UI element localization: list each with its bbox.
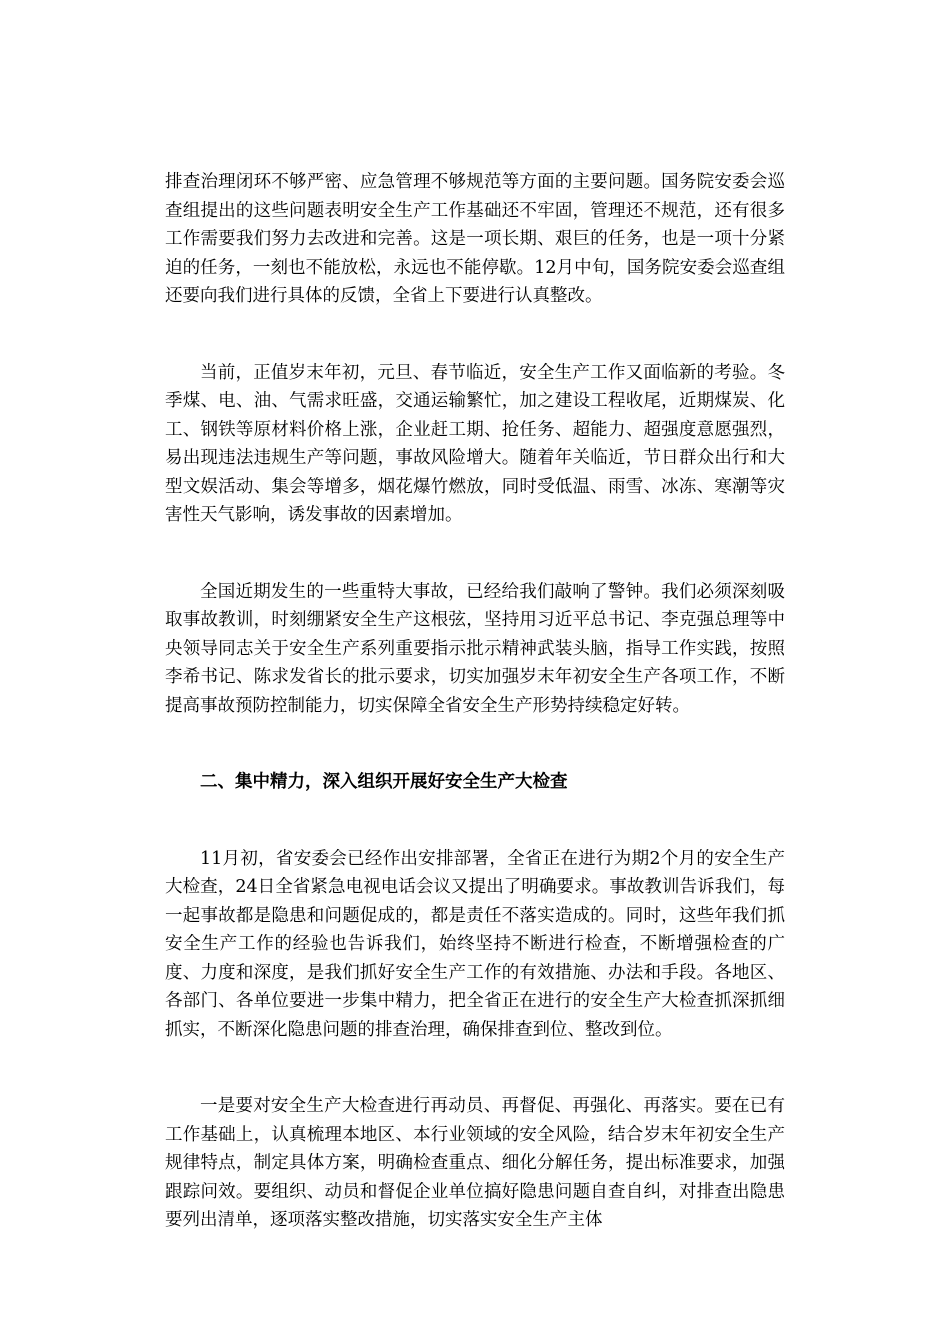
paragraph-3: 全国近期发生的一些重特大事故，已经给我们敲响了警钟。我们必须深刻吸取事故教训，时刻绷紧安全生产这根弦，坚持用习近平总书记、李克强总理等中央领导同志关于安全生产系列重要指示批示精神武装头脑，指导工作实践，按照李希书记、陈求发省长的批示要求，切实加强岁末年初安全生产各项工作，不断提高事故预防控制能力，切实保障全省安全生产形势持续稳定好转。: [165, 581, 785, 716]
paragraph-5: 一是要对安全生产大检查进行再动员、再督促、再强化、再落实。要在已有工作基础上，认真梳理本地区、本行业领域的安全风险，结合岁末年初安全生产规律特点，制定具体方案，明确检查重点、细化分解任务，提出标准要求，加强跟踪问效。要组织、动员和督促企业单位搞好隐患问题自查自纠，对排查出隐患要列出清单，逐项落实整改措施，切实落实安全生产主体: [165, 1096, 785, 1230]
paragraph-1: 排查治理闭环不够严密、应急管理不够规范等方面的主要问题。国务院安委会巡查组提出的这些问题表明安全生产工作基础还不牢固，管理还不规范，还有很多工作需要我们努力去改进和完善。这是一项长期、艰巨的任务，也是一项十分紧迫的任务，一刻也不能放松，永远也不能停歇。12月中旬，国务院安委会巡查组还要向我们进行具体的反馈，全省上下要进行认真整改。: [165, 172, 785, 306]
document-page: [165, 168, 785, 1283]
paragraph-4: 11月初，省安委会已经作出安排部署，全省正在进行为期2个月的安全生产大检查，24日全省紧急电视电话会议又提出了明确要求。事故教训告诉我们，每一起事故都是隐患和问题促成的，都是责任不落实造成的。同时，这些年我们抓安全生产工作的经验也告诉我们，始终坚持不断进行检查，不断增强检查的广度、力度和深度，是我们抓好安全生产工作的有效措施、办法和手段。各地区、各部门、各单位要进一步集中精力，把全省正在进行的安全生产大检查抓深抓细抓实，不断深化隐患问题的排查治理，确保排查到位、整改到位。: [165, 848, 785, 1040]
paragraph-2: 当前，正值岁末年初，元旦、春节临近，安全生产工作又面临新的考验。冬季煤、电、油、气需求旺盛，交通运输繁忙，加之建设工程收尾，近期煤炭、化工、钢铁等原材料价格上涨，企业赶工期、抢任务、超能力、超强度意愿强烈，易出现违法违规生产等问题，事故风险增大。随着年关临近，节日群众出行和大型文娱活动、集会等增多，烟花爆竹燃放，同时受低温、雨雪、冰冻、寒潮等灾害性天气影响，诱发事故的因素增加。: [165, 362, 785, 525]
section-heading: 二、集中精力，深入组织开展好安全生产大检查: [200, 772, 568, 792]
